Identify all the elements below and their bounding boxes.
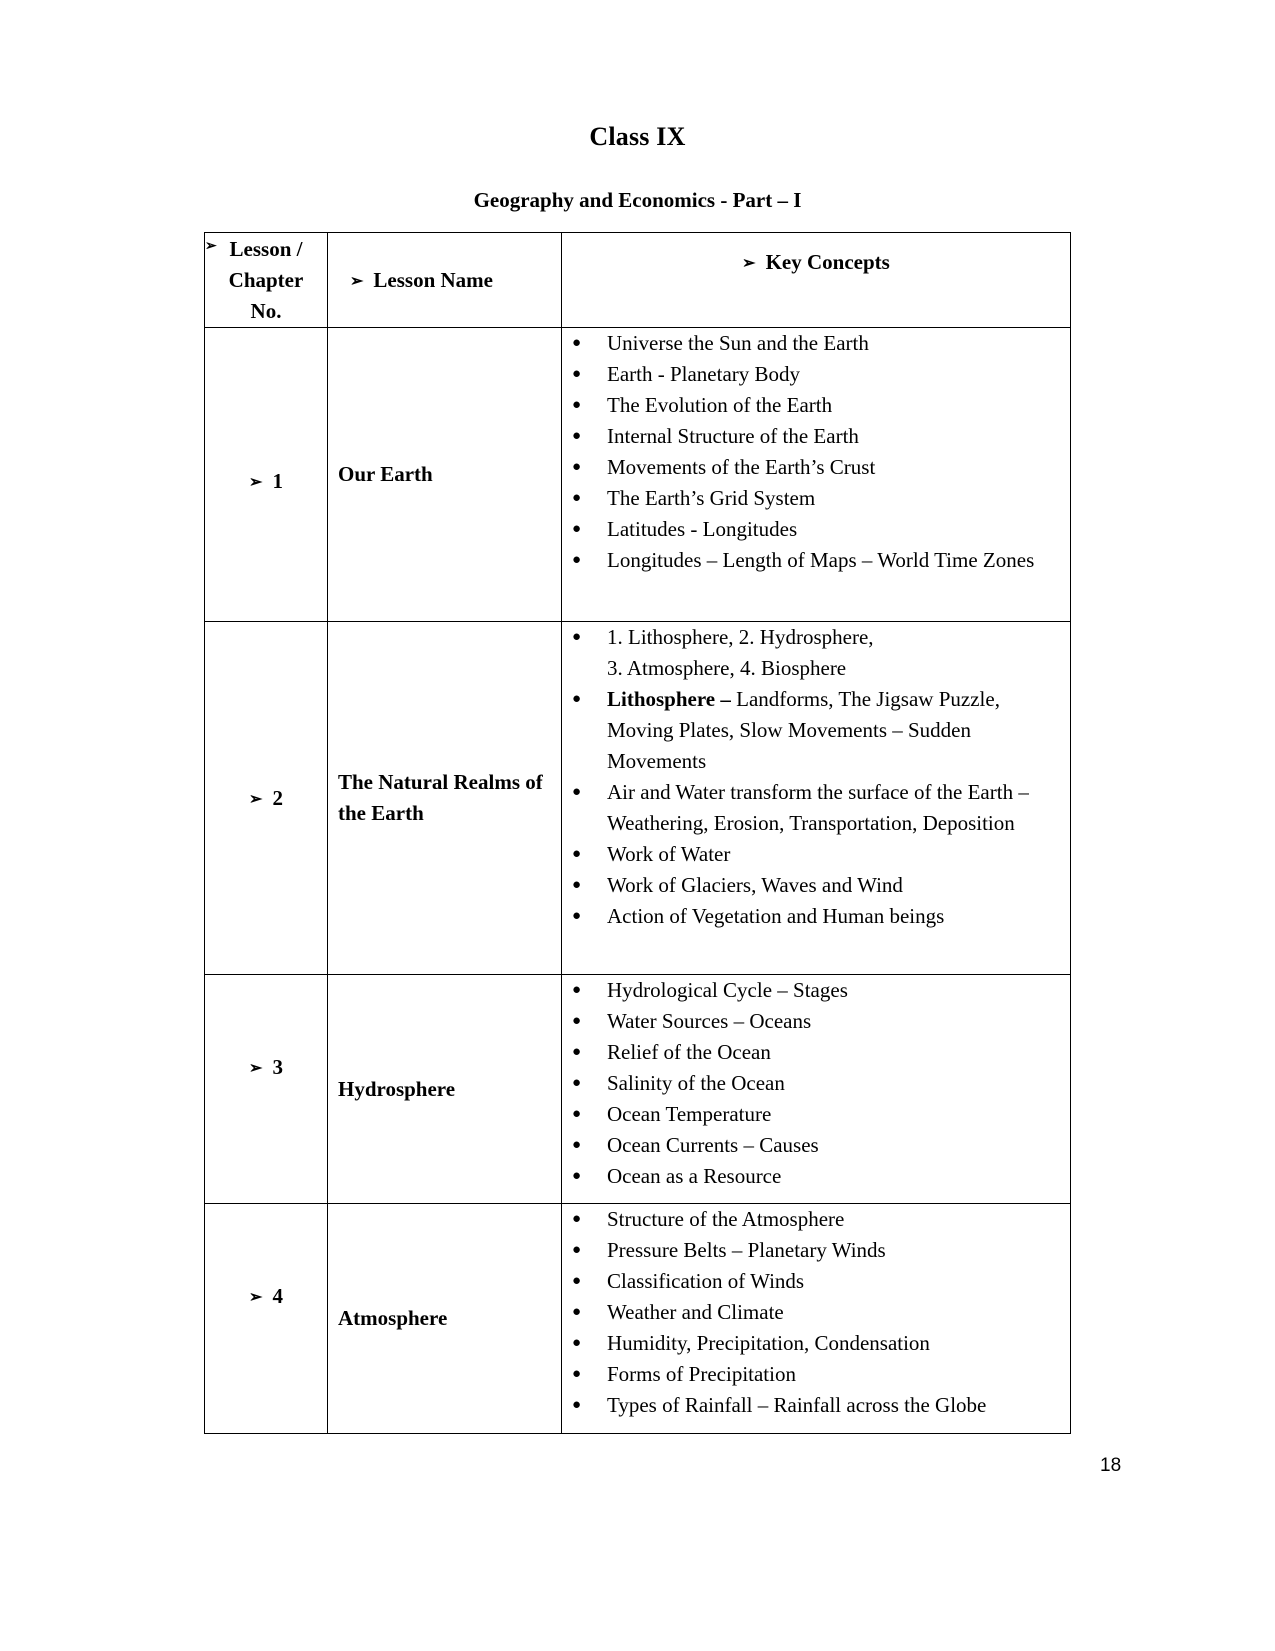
table-row xyxy=(205,1204,1071,1434)
key-concepts xyxy=(562,1204,1071,1434)
bullet-icon: ● xyxy=(572,397,582,413)
syllabus-table xyxy=(204,232,1071,1434)
page-title: Class IX xyxy=(589,122,686,151)
list-item: ● Longitudes – Length of Maps – World Time Zones xyxy=(562,545,1070,576)
arrow-icon: ➢ xyxy=(249,1289,263,1306)
lesson-name: Hydrosphere xyxy=(328,975,562,1204)
arrow-icon: ➢ xyxy=(742,255,756,272)
bullet-icon: ● xyxy=(572,1211,582,1227)
bullet-icon: ● xyxy=(572,1044,582,1060)
bullet-icon: ● xyxy=(572,877,582,893)
list-item: ● Air and Water transform the surface of the Earth – Weathering, Erosion, Transportation, Deposition xyxy=(562,777,1070,839)
list-item: ● Action of Vegetation and Human beings xyxy=(562,901,1070,932)
list-item: ● Forms of Precipitation xyxy=(562,1359,1070,1390)
list-item: ● Latitudes - Longitudes xyxy=(562,514,1070,545)
header-lesson-no-line2: Chapter xyxy=(228,267,304,292)
concept-list xyxy=(562,622,1070,932)
list-item: ● Structure of the Atmosphere xyxy=(562,1204,1070,1235)
list-item: ● Salinity of the Ocean xyxy=(562,1068,1070,1099)
bullet-icon: ● xyxy=(572,428,582,444)
bullet-icon: ● xyxy=(572,521,582,537)
page-number: 18 xyxy=(1100,1455,1122,1476)
bullet-icon: ● xyxy=(572,629,582,645)
bullet-icon: ● xyxy=(572,1168,582,1184)
lesson-number: ➢ 4 xyxy=(205,1204,328,1434)
list-item: ● Ocean as a Resource xyxy=(562,1161,1070,1192)
list-item: ● Work of Glaciers, Waves and Wind xyxy=(562,870,1070,901)
lesson-name: Our Earth xyxy=(328,328,562,622)
arrow-icon: ➢ xyxy=(249,1060,263,1077)
bullet-icon: ● xyxy=(572,1075,582,1091)
list-item: ● Types of Rainfall – Rainfall across the Globe xyxy=(562,1390,1070,1421)
lesson-number: ➢ 2 xyxy=(205,622,328,975)
header-key-concepts xyxy=(562,233,1071,328)
bullet-icon: ● xyxy=(572,1106,582,1122)
lesson-name: The Natural Realms of the Earth xyxy=(328,622,562,975)
lesson-number: ➢ 1 xyxy=(205,328,328,622)
bullet-icon: ● xyxy=(572,1397,582,1413)
bullet-icon: ● xyxy=(572,459,582,475)
bullet-icon: ● xyxy=(572,1137,582,1153)
list-item: ● Movements of the Earth’s Crust xyxy=(562,452,1070,483)
list-item: ● Relief of the Ocean xyxy=(562,1037,1070,1068)
table-row xyxy=(205,622,1071,975)
list-item: ● Ocean Temperature xyxy=(562,1099,1070,1130)
bullet-icon: ● xyxy=(572,691,582,707)
list-item: ● Ocean Currents – Causes xyxy=(562,1130,1070,1161)
bullet-icon: ● xyxy=(572,1273,582,1289)
table-row xyxy=(205,975,1071,1204)
list-item: ● Internal Structure of the Earth xyxy=(562,421,1070,452)
bullet-icon: ● xyxy=(572,1304,582,1320)
key-concepts xyxy=(562,622,1071,975)
bullet-icon: ● xyxy=(572,1335,582,1351)
list-item: ● 1. Lithosphere, 2. Hydrosphere, 3. Atmosphere, 4. Biosphere xyxy=(562,622,1070,684)
key-concepts xyxy=(562,328,1071,622)
arrow-icon: ➢ xyxy=(205,239,217,254)
table-row xyxy=(205,328,1071,622)
list-item: ● Humidity, Precipitation, Condensation xyxy=(562,1328,1070,1359)
bullet-icon: ● xyxy=(572,366,582,382)
concept-list xyxy=(562,328,1070,576)
header-lesson-no-line1: Lesson / xyxy=(229,236,303,261)
bullet-icon: ● xyxy=(572,1366,582,1382)
list-item: ● Work of Water xyxy=(562,839,1070,870)
bullet-icon: ● xyxy=(572,982,582,998)
header-lesson-no-line3: No. xyxy=(250,298,282,323)
arrow-icon: ➢ xyxy=(249,474,263,491)
bullet-icon: ● xyxy=(572,552,582,568)
list-item: ● Pressure Belts – Planetary Winds xyxy=(562,1235,1070,1266)
concept-list xyxy=(562,975,1070,1192)
header-key-concepts-label: Key Concepts xyxy=(765,250,890,274)
list-item: ● Earth - Planetary Body xyxy=(562,359,1070,390)
header-lesson-name xyxy=(328,233,562,328)
list-item: ● Classification of Winds xyxy=(562,1266,1070,1297)
bullet-icon: ● xyxy=(572,335,582,351)
bullet-icon: ● xyxy=(572,1013,582,1029)
header-lesson-no xyxy=(205,233,328,328)
header-lesson-name-label: Lesson Name xyxy=(373,267,493,292)
arrow-icon: ➢ xyxy=(350,272,364,290)
bullet-icon: ● xyxy=(572,846,582,862)
list-item: ● The Evolution of the Earth xyxy=(562,390,1070,421)
list-item: ● The Earth’s Grid System xyxy=(562,483,1070,514)
list-item: ● Hydrological Cycle – Stages xyxy=(562,975,1070,1006)
bullet-icon: ● xyxy=(572,908,582,924)
list-item: ● Universe the Sun and the Earth xyxy=(562,328,1070,359)
bullet-icon: ● xyxy=(572,784,582,800)
bullet-icon: ● xyxy=(572,490,582,506)
arrow-icon: ➢ xyxy=(249,790,263,808)
list-item: ● Weather and Climate xyxy=(562,1297,1070,1328)
key-concepts xyxy=(562,975,1071,1204)
table-header-row xyxy=(205,233,1071,328)
list-item: ● Water Sources – Oceans xyxy=(562,1006,1070,1037)
lesson-number: ➢ 3 xyxy=(205,975,328,1204)
lesson-name: Atmosphere xyxy=(328,1204,562,1434)
concept-list xyxy=(562,1204,1070,1421)
list-item: ● Lithosphere – Landforms, The Jigsaw Puzzle, Moving Plates, Slow Movements – Sudden Movements xyxy=(562,684,1070,777)
bullet-icon: ● xyxy=(572,1242,582,1258)
page-subtitle: Geography and Economics - Part – I xyxy=(473,188,802,212)
